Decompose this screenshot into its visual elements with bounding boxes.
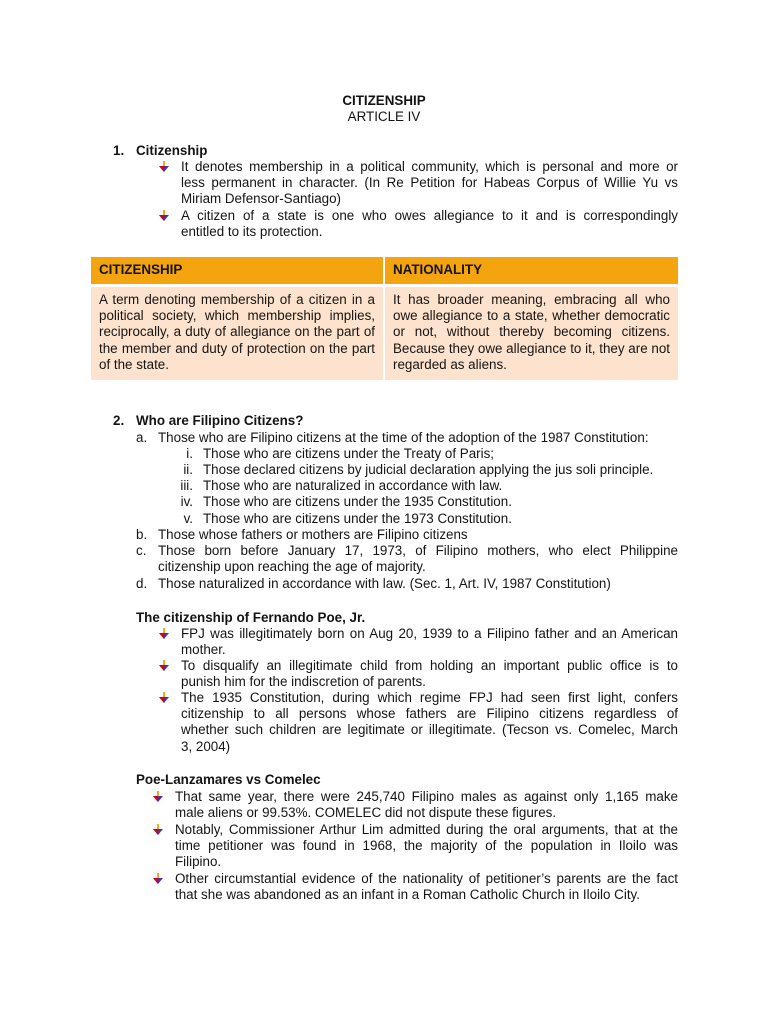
arrow-bullet-icon <box>158 692 170 704</box>
page-subtitle: ARTICLE IV <box>347 109 421 124</box>
table-row <box>91 286 678 381</box>
bullet-text: To disqualify an illegitimate child from holding an important public office is to punish him for the indiscretion of parents. <box>181 658 678 690</box>
table-header-nationality: NATIONALITY <box>384 257 678 286</box>
arrow-bullet-icon <box>158 628 170 640</box>
list-numeral: iii. <box>180 478 193 493</box>
list-item: Those whose fathers or mothers are Filipino citizens <box>158 527 468 542</box>
section-heading: Citizenship <box>136 143 208 158</box>
arrow-bullet-icon <box>158 660 170 672</box>
section-heading: Who are Filipino Citizens? <box>136 413 304 428</box>
list-item: Those born before January 17, 1973, of Filipino mothers, who elect Philippine citizenship upon reaching the age of majority. <box>158 543 678 575</box>
table-header-citizenship: CITIZENSHIP <box>91 257 384 286</box>
arrow-bullet-icon <box>158 161 170 173</box>
bullet-text: The 1935 Constitution, during which regime FPJ had seen first light, confers citizenship to all persons whose fathers are Filipino citizens regardless of whether such children are legitimate or illegitimate. (Tecson vs. Comelec, March 3, 2004) <box>181 690 678 754</box>
page-title: CITIZENSHIP <box>342 93 426 108</box>
list-item: Those who are Filipino citizens at the time of the adoption of the 1987 Constitution: <box>158 430 649 445</box>
section-number: 1. <box>113 143 125 158</box>
table-cell-citizenship: A term denoting membership of a citizen in a political society, which membership implies, reciprocally, a duty of allegiance on the part of the member and duty of protection on the part of the state. <box>91 286 384 381</box>
arrow-bullet-icon <box>152 873 164 885</box>
list-item: Those who are citizens under the 1935 Constitution. <box>203 494 512 509</box>
list-numeral: v. <box>183 511 193 526</box>
list-item: Those who are citizens under the 1973 Constitution. <box>203 511 512 526</box>
comparison-table <box>91 257 678 380</box>
subsection-heading: The citizenship of Fernando Poe, Jr. <box>136 610 366 625</box>
bullet-text: It denotes membership in a political community, which is personal and more or less permanent in character. (In Re Petition for Habeas Corpus of Willie Yu vs Miriam Defensor-Santiago) <box>181 159 678 207</box>
list-letter: b. <box>136 527 148 542</box>
subsection-heading: Poe-Lanzamares vs Comelec <box>136 772 321 787</box>
list-item: Those who are naturalized in accordance with law. <box>203 478 503 493</box>
list-letter: c. <box>136 543 147 558</box>
arrow-bullet-icon <box>152 824 164 836</box>
list-numeral: i. <box>186 446 193 461</box>
list-numeral: ii. <box>183 462 193 477</box>
list-letter: d. <box>136 576 148 591</box>
section-number: 2. <box>113 413 125 428</box>
list-item: Those who are citizens under the Treaty of Paris; <box>203 446 495 461</box>
arrow-bullet-icon <box>152 791 164 803</box>
bullet-text: A citizen of a state is one who owes allegiance to it and is correspondingly entitled to its protection. <box>181 208 678 240</box>
list-item: Those declared citizens by judicial declaration applying the jus soli principle. <box>203 462 654 477</box>
arrow-bullet-icon <box>158 210 170 222</box>
list-numeral: iv. <box>180 494 193 509</box>
bullet-text: Notably, Commissioner Arthur Lim admitted during the oral arguments, that at the time petitioner was found in 1968, the majority of the population in Iloilo was Filipino. <box>175 822 678 870</box>
list-item: Those naturalized in accordance with law. (Sec. 1, Art. IV, 1987 Constitution) <box>158 576 611 591</box>
bullet-text: That same year, there were 245,740 Filipino males as against only 1,165 make male aliens or 99.53%. COMELEC did not dispute these figures. <box>175 789 678 821</box>
bullet-text: Other circumstantial evidence of the nationality of petitioner’s parents are the fact that she was abandoned as an infant in a Roman Catholic Church in Iloilo City. <box>175 871 678 903</box>
table-cell-nationality: It has broader meaning, embracing all who owe allegiance to a state, whether democratic or not, without thereby becoming citizens. Because they owe allegiance to it, they are not regarded as aliens. <box>384 286 678 381</box>
list-letter: a. <box>136 430 148 445</box>
bullet-text: FPJ was illegitimately born on Aug 20, 1939 to a Filipino father and an American mother. <box>181 626 678 658</box>
